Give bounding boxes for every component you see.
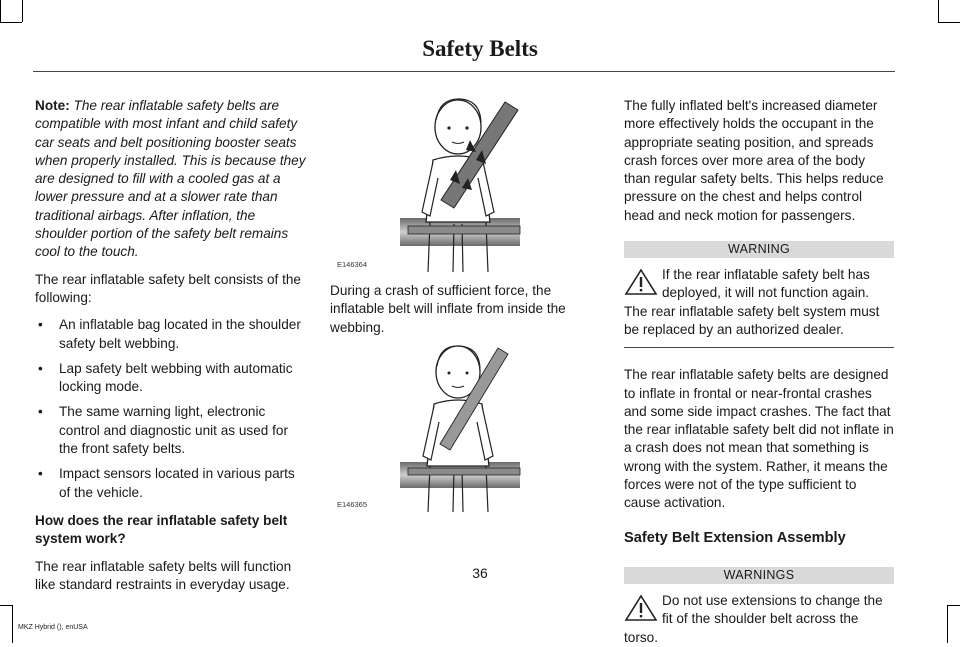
left-column: [35, 97, 307, 603]
list-item: • Impact sensors located in various parts of the vehicle.: [35, 465, 307, 502]
warning-block: [624, 592, 894, 647]
list-item: • Lap safety belt webbing with automatic locking mode.: [35, 360, 307, 397]
crop-mark: [947, 605, 948, 643]
figure-inflated-belt: [330, 90, 590, 275]
warning-triangle-icon: [624, 594, 658, 622]
activation-paragraph: The rear inflatable safety belts are designed to inflate in frontal or near-frontal crashes and some side impact crashes. The fact that the rear inflatable safety belt did not inflate in a crash does not mean that something is wrong with the system. Rather, it means the forces were not of the type sufficient to cause activation.: [624, 367, 894, 511]
child-inflated-belt-illustration: [330, 90, 590, 275]
document-id: MKZ Hybrid (), enUSA: [18, 624, 88, 631]
warning-text: Do not use extensions to change the fit of the shoulder belt across the torso.: [624, 592, 883, 645]
header-divider: [33, 71, 895, 72]
crop-mark: [938, 22, 960, 23]
middle-paragraph: [330, 282, 592, 346]
warning-text: If the rear inflatable safety belt has deployed, it will not function again. The rear inflatable safety belt system must be replaced by an authorized dealer.: [624, 267, 880, 337]
list-item: • An inflatable bag located in the shoulder safety belt webbing.: [35, 316, 307, 353]
figure-code: E146364: [337, 260, 368, 269]
crop-mark: [938, 0, 939, 22]
warning-block: [624, 266, 894, 339]
diameter-paragraph: The fully inflated belt's increased diameter more effectively holds the occupant in the appropriate seating position, and spreads crash forces over more area of the body than regular safety belts. This helps reduce pressure on the chest and helps control head and neck motion for passengers.: [624, 98, 884, 223]
intro-paragraph: The rear inflatable safety belt consists of the following:: [35, 271, 301, 305]
inflation-paragraph: During a crash of sufficient force, the inflatable belt will inflate from inside the webbing.: [330, 283, 566, 335]
crop-mark: [0, 0, 1, 22]
crop-mark: [12, 605, 13, 643]
warning-bar: WARNING: [624, 241, 894, 258]
crop-mark: [0, 22, 22, 23]
component-list: [35, 316, 307, 502]
note-text: The rear inflatable safety belts are compatible with most infant and child safety car seats and belt positioning booster seats when properly installed. This is because they are designed to fill with a cooled gas at a lower pressure and at a slower rate than traditional airbags. After inflation, the shoulder portion of the safety belt remains cool to the touch.: [35, 98, 306, 260]
list-item: • The same warning light, electronic control and diagnostic unit as used for the front safety belts.: [35, 403, 307, 458]
question-heading: How does the rear inflatable safety belt system work?: [35, 512, 288, 547]
crop-mark: [0, 605, 12, 606]
page-title: Safety Belts: [422, 36, 538, 61]
figure-normal-belt: [330, 340, 590, 515]
crop-mark: [948, 605, 960, 606]
child-normal-belt-illustration: [330, 340, 590, 515]
note-paragraph: [35, 97, 307, 262]
figure-code: E146365: [337, 500, 368, 509]
answer-paragraph: The rear inflatable safety belts will function like standard restraints in everyday usage.: [35, 558, 292, 592]
crop-mark: [22, 0, 23, 22]
note-label: Note:: [35, 98, 70, 113]
warnings-bar: WARNINGS: [624, 567, 894, 584]
section-heading: Safety Belt Extension Assembly: [624, 529, 846, 546]
warning-triangle-icon: [624, 268, 658, 296]
warning-divider: [624, 347, 894, 348]
page-number: 36: [472, 565, 488, 581]
